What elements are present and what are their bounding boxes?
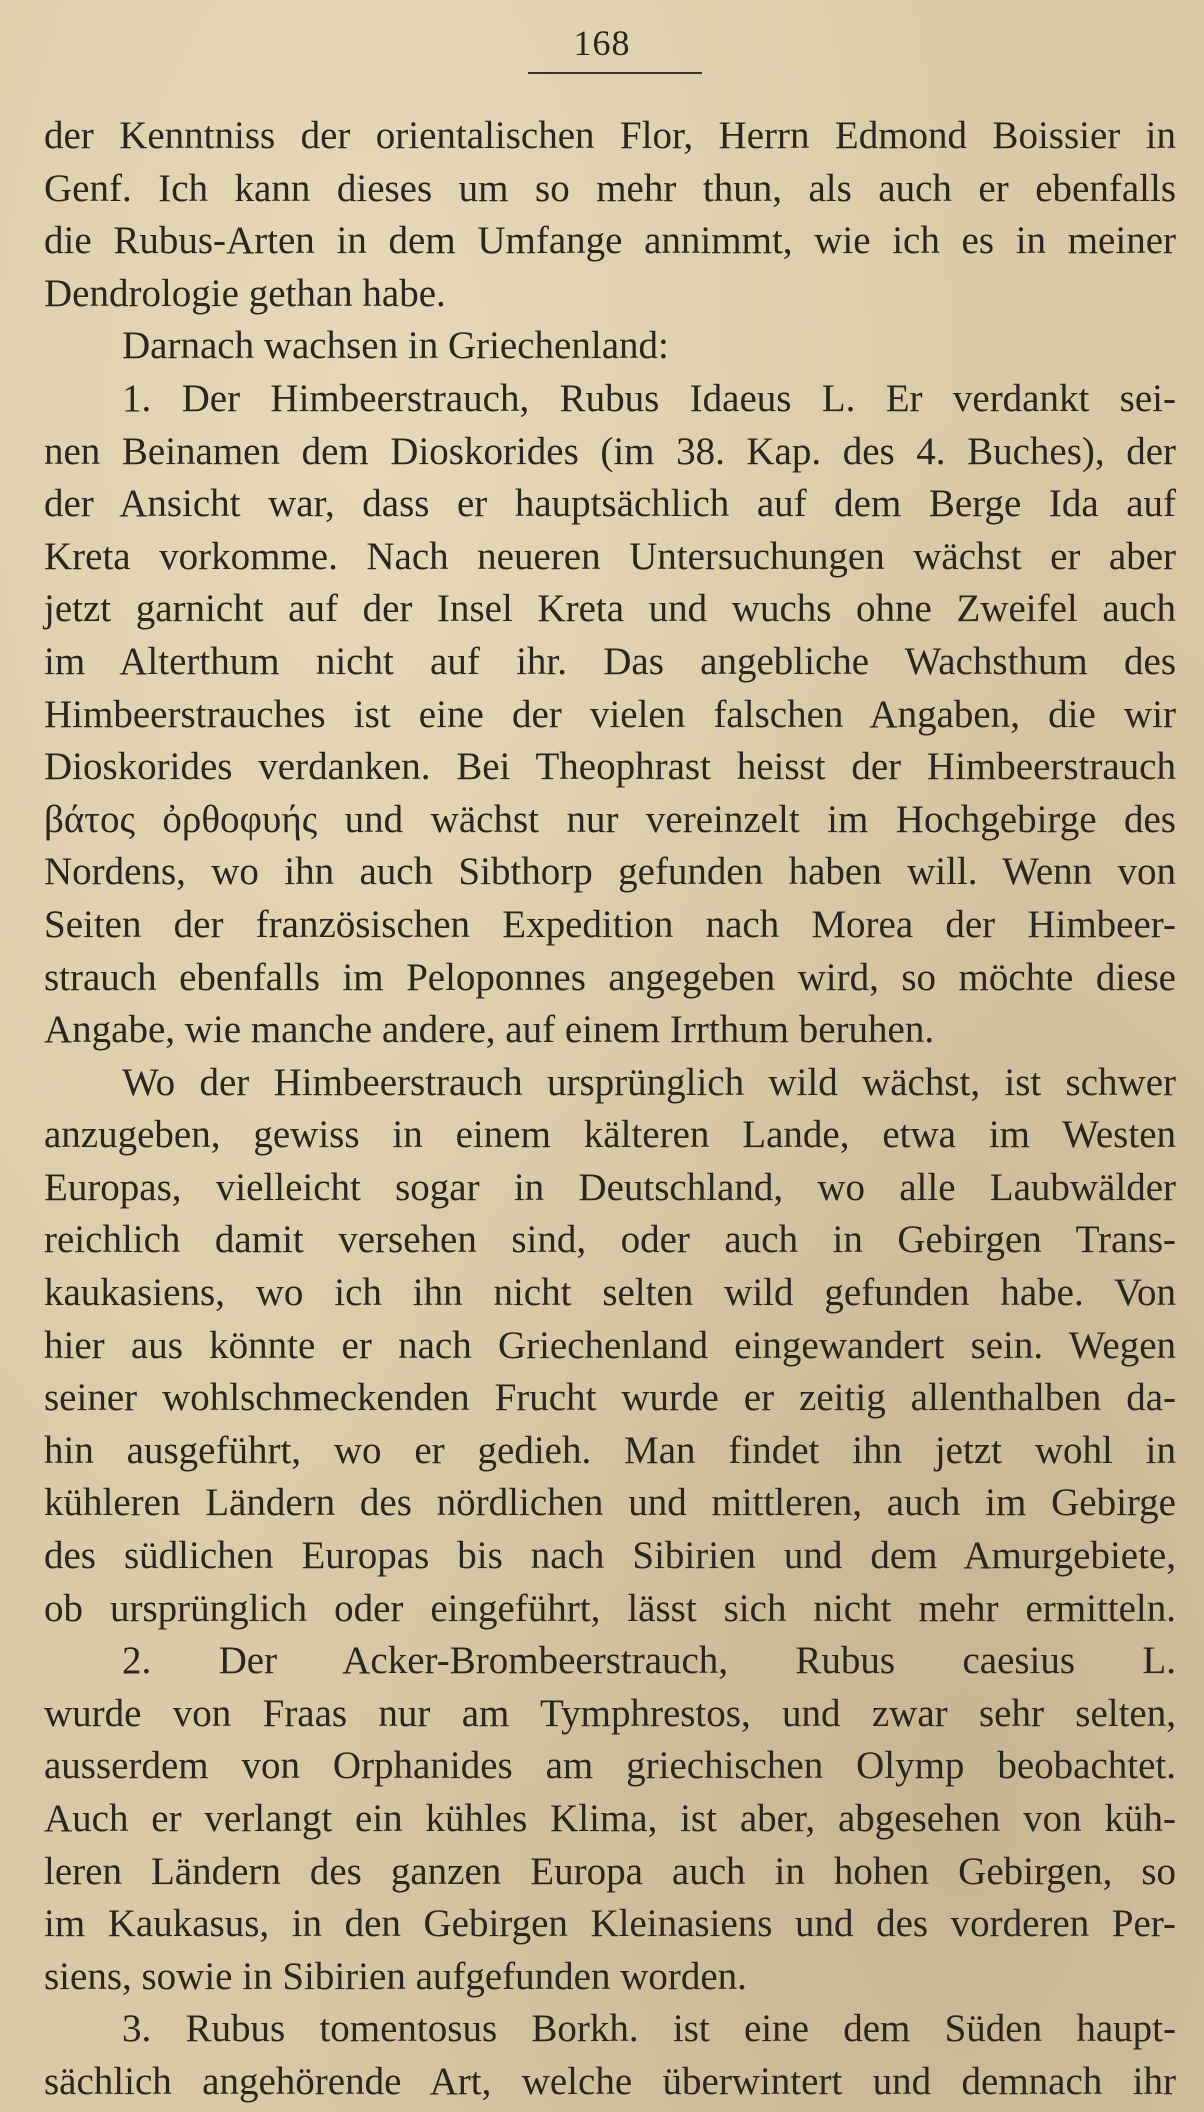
text-line: Seiten der französischen Expedition nach Morea der Himbeer- bbox=[44, 902, 1176, 946]
text-line: des südlichen Europas bis nach Sibirien und dem Amurgebiete, bbox=[44, 1534, 1176, 1578]
text-line: Darnach wachsen in Griechenland: bbox=[122, 324, 669, 368]
text-line: 2. Der Acker-Brombeerstrauch, Rubus caesius L. bbox=[122, 1639, 1176, 1683]
text-line: wurde von Fraas nur am Tymphrestos, und zwar sehr selten, bbox=[44, 1691, 1176, 1735]
text-line: der Ansicht war, dass er hauptsächlich auf dem Berge Ida auf bbox=[44, 482, 1176, 526]
text-line: der Kenntniss der orientalischen Flor, Herrn Edmond Boissier in bbox=[44, 114, 1176, 157]
text-line: seiner wohlschmeckenden Frucht wurde er zeitig allenthalben da- bbox=[44, 1376, 1176, 1420]
text-line: hier aus könnte er nach Griechenland eingewandert sein. Wegen bbox=[44, 1323, 1176, 1367]
text-line: Kreta vorkomme. Nach neueren Untersuchungen wächst er aber bbox=[44, 534, 1176, 578]
text-line: Genf. Ich kann dieses um so mehr thun, als auch er ebenfalls bbox=[44, 166, 1176, 210]
text-line: reichlich damit versehen sind, oder auch in Gebirgen Trans- bbox=[44, 1218, 1176, 1262]
page-number: 168 bbox=[573, 23, 631, 63]
text-line: βάτος ὀρθοφυής und wächst nur vereinzelt im Hochgebirge des bbox=[44, 797, 1176, 841]
text-line: im Alterthum nicht auf ihr. Das angebliche Wachsthum des bbox=[44, 639, 1176, 683]
text-line: Angabe, wie manche andere, auf einem Irrthum beruhen. bbox=[44, 1008, 935, 1052]
text-line: anzugeben, gewiss in einem kälteren Lande, etwa im Westen bbox=[44, 1113, 1176, 1157]
text-line: Europas, vielleicht sogar in Deutschland, wo alle Laubwälder bbox=[44, 1165, 1176, 1209]
text-line: 1. Der Himbeerstrauch, Rubus Idaeus L. Er verdankt sei- bbox=[122, 376, 1176, 420]
text-line: siens, sowie in Sibirien aufgefunden worden. bbox=[44, 1954, 747, 1998]
text-line: leren Ländern des ganzen Europa auch in hohen Gebirgen, so bbox=[44, 1849, 1176, 1893]
text-line: 3. Rubus tomentosus Borkh. ist eine dem Süden haupt- bbox=[122, 2007, 1176, 2051]
text-line: im Kaukasus, in den Gebirgen Kleinasiens und des vorderen Per- bbox=[44, 1902, 1176, 1946]
text-line: Himbeerstrauches ist eine der vielen falschen Angaben, die wir bbox=[44, 692, 1176, 736]
text-line: ausserdem von Orphanides am griechischen Olymp beobachtet. bbox=[44, 1744, 1176, 1788]
body-text bbox=[44, 110, 1176, 2109]
page-number-rule bbox=[528, 72, 702, 74]
text-line: Dioskorides verdanken. Bei Theophrast heisst der Himbeerstrauch bbox=[44, 745, 1176, 789]
text-line: Auch er verlangt ein kühles Klima, ist aber, abgesehen von küh- bbox=[44, 1797, 1176, 1840]
text-line: sächlich angehörende Art, welche überwintert und demnach ihr bbox=[44, 2059, 1176, 2103]
text-line: Dendrologie gethan habe. bbox=[44, 271, 446, 315]
text-line: die Rubus-Arten in dem Umfange annimmt, wie ich es in meiner bbox=[44, 219, 1176, 263]
text-line: Wo der Himbeerstrauch ursprünglich wild wächst, ist schwer bbox=[122, 1060, 1176, 1104]
text-line: Nordens, wo ihn auch Sibthorp gefunden haben will. Wenn von bbox=[44, 850, 1176, 894]
text-line: strauch ebenfalls im Peloponnes angegeben wird, so möchte diese bbox=[44, 955, 1176, 999]
text-line: kaukasiens, wo ich ihn nicht selten wild gefunden habe. Von bbox=[44, 1271, 1176, 1315]
text-line: ob ursprünglich oder eingeführt, lässt sich nicht mehr ermitteln. bbox=[44, 1586, 1176, 1630]
text-line: jetzt garnicht auf der Insel Kreta und wuchs ohne Zweifel auch bbox=[44, 587, 1176, 631]
text-line: kühleren Ländern des nördlichen und mittleren, auch im Gebirge bbox=[44, 1481, 1176, 1525]
text-line: hin ausgeführt, wo er gedieh. Man findet ihn jetzt wohl in bbox=[44, 1428, 1176, 1472]
text-line: nen Beinamen dem Dioskorides (im 38. Kap. des 4. Buches), der bbox=[44, 429, 1176, 473]
